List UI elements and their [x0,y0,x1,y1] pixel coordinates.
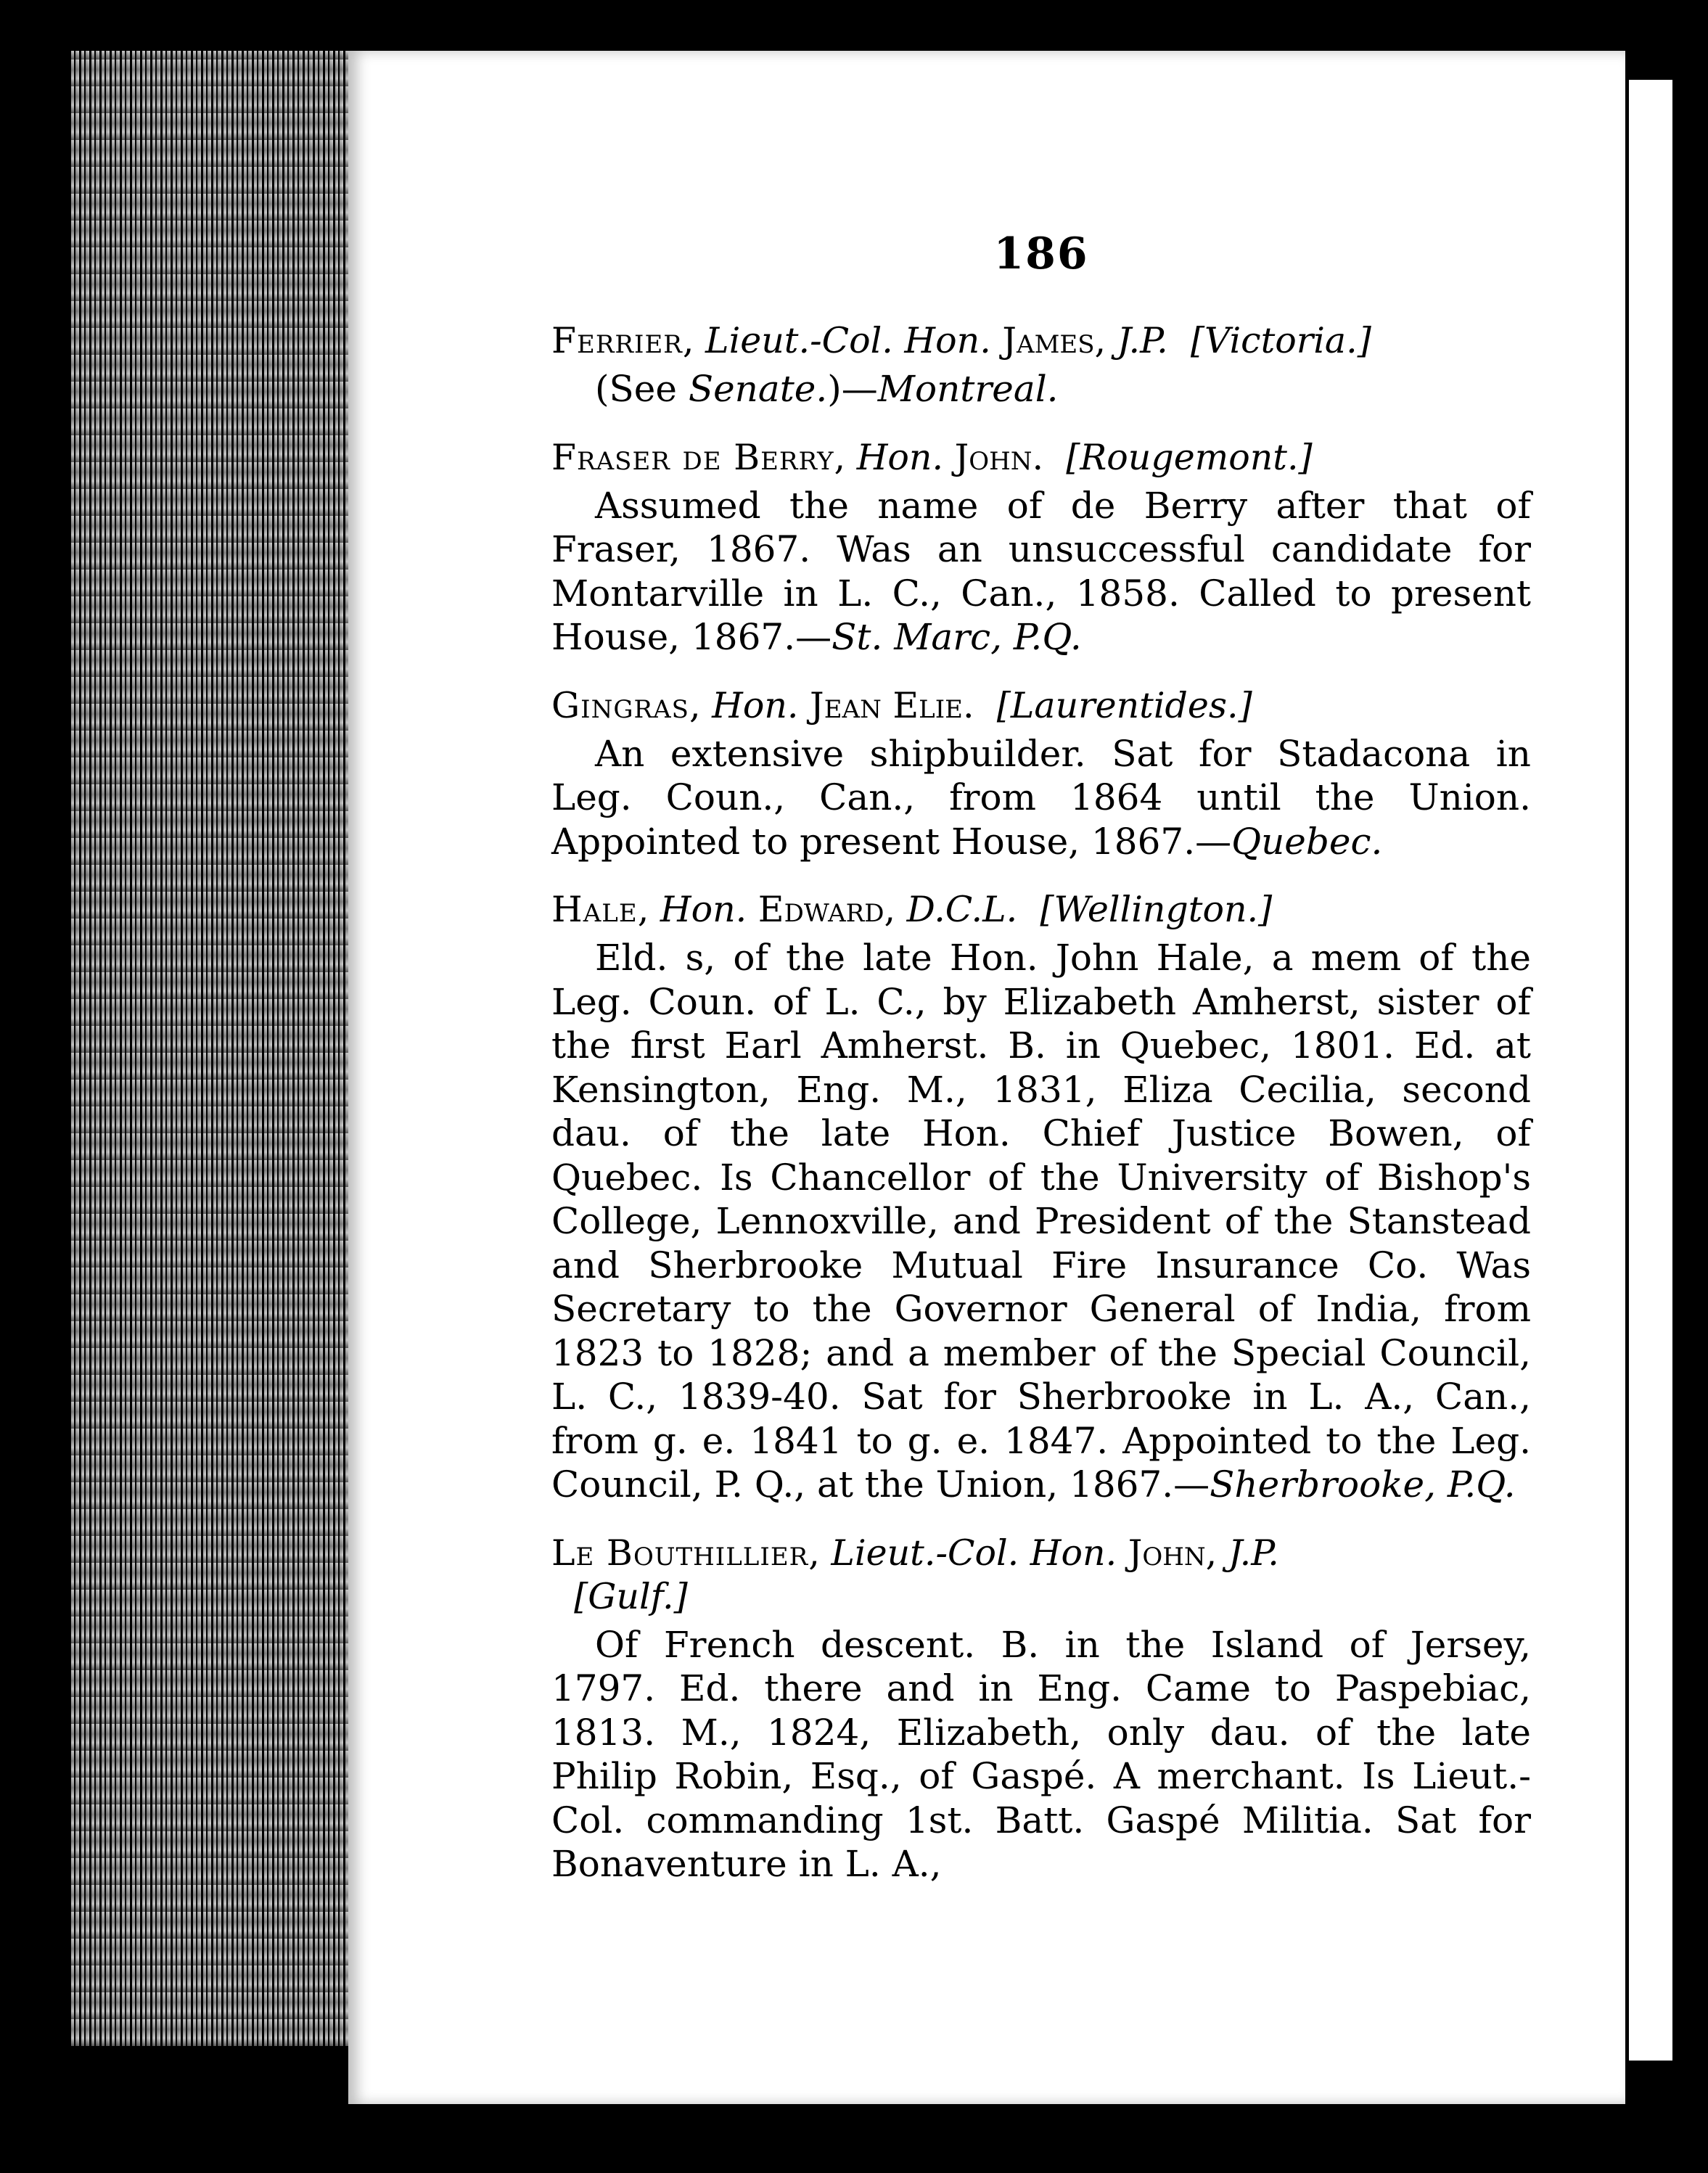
entry-given-name: James [1002,320,1095,361]
entry-surname: Fraser de Berry [551,436,834,478]
entry-bio-text: An extensive shipbuilder. Sat for Stadacona in Leg. Coun., Can., from 1864 until the Union. Appointed to present House, 1867.— [551,732,1531,863]
entry-heading: Gingras, Hon. Jean Elie. [Laurentides.] [551,684,1252,726]
entry-given-name: John. [954,436,1044,478]
entry-residence: Montreal. [877,368,1059,410]
entry-surname: Gingras [551,684,689,726]
entry-bio-ref: Senate. [688,368,828,410]
entry-heading: Fraser de Berry, Hon. John. [Rougemont.] [551,436,1313,478]
entry-suffix: J.P. [1228,1532,1279,1574]
entry-ferrier [551,319,1531,411]
entry-given-name: Jean Elie. [810,684,974,726]
entry-prefix: Lieut.-Col. Hon. [831,1532,1117,1574]
entry-surname: Hale [551,889,638,930]
entry-prefix: Hon. [856,436,944,478]
book-page [348,51,1625,2104]
entry-surname: Ferrier [551,320,683,361]
entry-bio-text: (See [595,368,689,410]
entry-hale [551,888,1531,1507]
entry-given-name: Edward, [757,889,896,930]
page-number: 186 [993,229,1089,279]
entry-prefix: Hon. [712,684,799,726]
entry-bio [551,936,1531,1507]
entry-bio-text: Eld. s, of the late Hon. John Hale, a mem of the Leg. Coun. of L. C., by Elizabeth Amherst, sister of the first Earl Amherst. B. in Quebec, 1801. Ed. at Kensington, Eng. M., 1831, Eliza Cecilia, second dau. of the late Hon. Chief Justice Bowen, of Quebec. Is Chancellor of the University of Bishop's College, Lennoxville, and President of the Stanstead and Sherbrooke Mutual Fire Insurance Co. Was Secretary to the Governor General of India, from 1823 to 1828; and a member of the Special Council, L. C., 1839-40. Sat for Sherbrooke in L. A., Can., from g. e. 1841 to g. e. 1847. Appointed to the Leg. Council, P. Q., at the Union, 1867.— [551,937,1531,1506]
entry-suffix: J.P. [1117,320,1168,361]
entry-bio [551,367,1531,411]
page-content [551,229,1531,1911]
entry-given-name: John, [1128,1532,1218,1574]
entry-residence: Quebec. [1231,820,1383,863]
entry-residence: Sherbrooke, P.Q. [1210,1463,1516,1506]
entry-heading: Le Bouthillier, Lieut.-Col. Hon. John, J.P. [Gulf.] [551,1532,1279,1617]
entry-prefix: Lieut.-Col. Hon. [705,320,991,361]
entry-bio-text: Of French descent. B. in the Island of Jersey, 1797. Ed. there and in Eng. Came to Paspebiac, 1813. M., 1824, Elizabeth, only dau. of the late Philip Robin, Esq., of Gaspé. A merchant. Is Lieut.-Col. commanding 1st. Batt. Gaspé Militia. Sat for Bonaventure in L. A., [551,1623,1531,1885]
entry-bio [551,732,1531,864]
entry-surname: Le Bouthillier [551,1532,809,1574]
entry-division: [Victoria.] [1190,320,1371,361]
entry-fraser-de-berry [551,436,1531,660]
facing-page-edge [1629,80,1672,2061]
entry-heading: Hale, Hon. Edward, D.C.L. [Wellington.] [551,889,1273,930]
entry-division: [Laurentides.] [996,684,1252,726]
book-page-edges [69,51,381,2046]
entry-residence: St. Marc, P.Q. [832,616,1082,658]
entry-bio-text: Assumed the name of de Berry after that of Fraser, 1867. Was an unsuccessful candidate for Montarville in L. C., Can., 1858. Called to present House, 1867.— [551,484,1531,658]
entry-heading: Ferrier, Lieut.-Col. Hon. James, J.P. [Victoria.] [551,320,1371,361]
entry-division: [Rougemont.] [1066,436,1313,478]
entry-gingras [551,684,1531,864]
entry-suffix: D.C.L. [906,889,1018,930]
entry-bio [551,484,1531,660]
entry-bio-text-2: )— [827,368,878,410]
entry-le-bouthillier [551,1532,1531,1886]
entry-prefix: Hon. [660,889,747,930]
entry-division: [Wellington.] [1040,889,1273,930]
entry-bio [551,1623,1531,1886]
entry-division: [Gulf.] [574,1575,688,1617]
